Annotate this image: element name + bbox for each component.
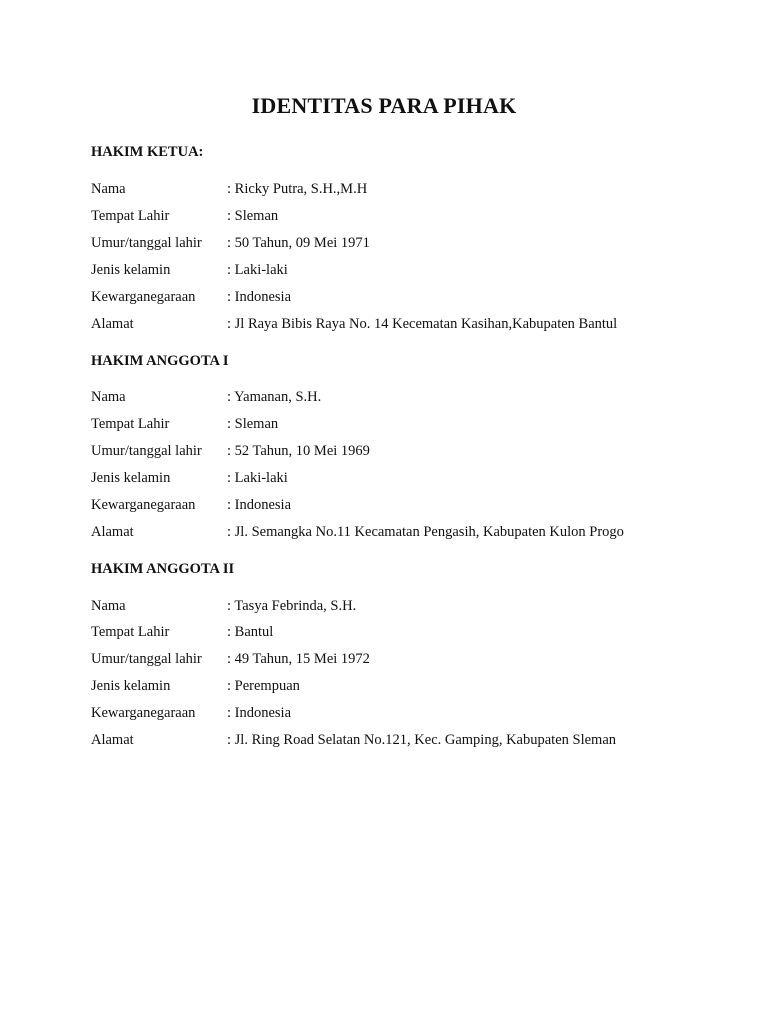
field-value: : Sleman — [227, 416, 279, 432]
field-label: Umur/tanggal lahir — [91, 235, 202, 251]
field-label: Nama — [91, 181, 126, 197]
field-label: Jenis kelamin — [91, 678, 171, 694]
field-label: Tempat Lahir — [91, 624, 170, 640]
field-value: : Yamanan, S.H. — [227, 389, 322, 405]
field-label: Jenis kelamin — [91, 470, 171, 486]
field-value: : Jl. Ring Road Selatan No.121, Kec. Gamping, Kabupaten Sleman — [227, 732, 617, 748]
page-title: IDENTITAS PARA PIHAK — [251, 93, 517, 118]
field-label: Tempat Lahir — [91, 208, 170, 224]
field-value: : Indonesia — [227, 497, 292, 513]
field-label: Umur/tanggal lahir — [91, 443, 202, 459]
field-value: : Indonesia — [227, 289, 292, 305]
field-value: : Indonesia — [227, 705, 292, 721]
field-label: Alamat — [91, 316, 134, 332]
field-value: : Laki-laki — [227, 470, 288, 486]
section-heading-hakim-ketua: HAKIM KETUA: — [91, 144, 204, 160]
field-value: : 49 Tahun, 15 Mei 1972 — [227, 651, 370, 667]
section-heading-hakim-anggota-ii: HAKIM ANGGOTA II — [91, 561, 235, 577]
field-value: : Ricky Putra, S.H.,M.H — [227, 181, 368, 197]
field-value: : Sleman — [227, 208, 279, 224]
field-label: Nama — [91, 389, 126, 405]
field-label: Kewarganegaraan — [91, 497, 196, 513]
field-value: : Jl Raya Bibis Raya No. 14 Kecematan Kasihan,Kabupaten Bantul — [227, 316, 618, 332]
field-label: Nama — [91, 598, 126, 614]
field-label: Kewarganegaraan — [91, 289, 196, 305]
field-label: Jenis kelamin — [91, 262, 171, 278]
field-value: : 50 Tahun, 09 Mei 1971 — [227, 235, 370, 251]
field-value: : Tasya Febrinda, S.H. — [227, 598, 357, 614]
field-label: Kewarganegaraan — [91, 705, 196, 721]
section-heading-hakim-anggota-i: HAKIM ANGGOTA I — [91, 353, 229, 369]
field-value: : 52 Tahun, 10 Mei 1969 — [227, 443, 370, 459]
field-label: Alamat — [91, 732, 134, 748]
field-value: : Bantul — [227, 624, 274, 640]
field-value: : Laki-laki — [227, 262, 288, 278]
field-label: Tempat Lahir — [91, 416, 170, 432]
field-value: : Jl. Semangka No.11 Kecamatan Pengasih, Kabupaten Kulon Progo — [227, 524, 624, 540]
field-label: Umur/tanggal lahir — [91, 651, 202, 667]
field-value: : Perempuan — [227, 678, 300, 694]
field-label: Alamat — [91, 524, 134, 540]
